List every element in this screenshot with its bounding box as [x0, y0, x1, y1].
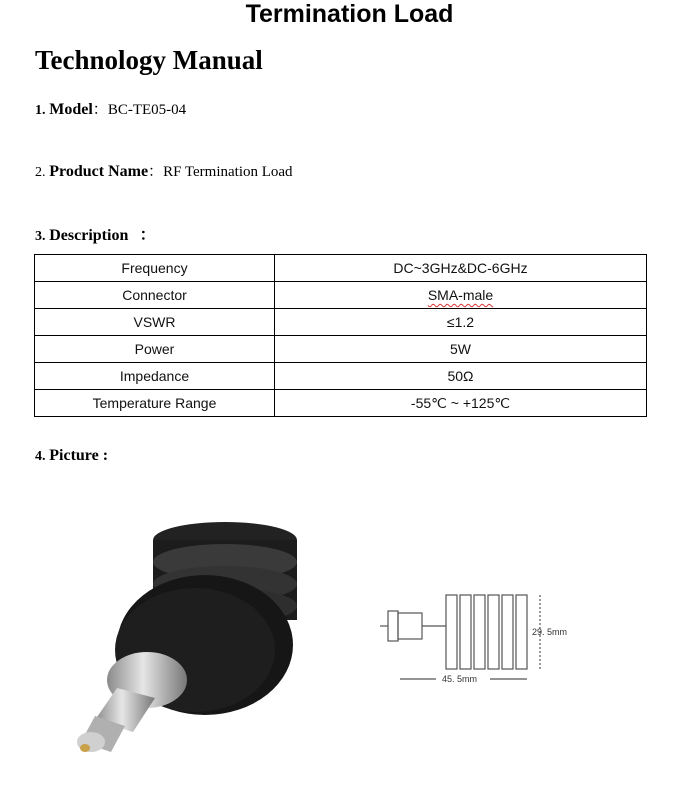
- section-picture: [35, 447, 108, 465]
- spec-param: VSWR: [35, 309, 275, 336]
- drawing-outline: [380, 595, 540, 679]
- length-dimension-label: 45. 5mm: [442, 674, 478, 684]
- separator: ：: [139, 227, 156, 244]
- section-model: [35, 98, 186, 119]
- section-label: Model: [49, 101, 93, 118]
- table-row: [35, 309, 647, 336]
- spec-value: DC~3GHz&DC-6GHz: [275, 255, 647, 282]
- table-row: [35, 336, 647, 363]
- table-row: [35, 390, 647, 417]
- section-number: 4.: [35, 449, 46, 464]
- table-row: [35, 282, 647, 309]
- spec-value: -55℃ ~ +125℃: [275, 390, 647, 417]
- section-label: Picture :: [49, 447, 109, 464]
- height-dimension-label: 29. 5mm: [532, 627, 568, 637]
- section-label: Product Name: [49, 163, 149, 180]
- spec-value-text: SMA-male: [427, 287, 494, 303]
- spec-param: Frequency: [35, 255, 275, 282]
- product-photo: [55, 520, 305, 788]
- spec-param: Impedance: [35, 363, 275, 390]
- table-row: [35, 255, 647, 282]
- table-row: [35, 363, 647, 390]
- spec-param: Connector: [35, 282, 275, 309]
- spec-value: 5W: [275, 336, 647, 363]
- model-value: BC-TE05-04: [107, 102, 187, 118]
- spec-value: ≤1.2: [275, 309, 647, 336]
- separator: ：: [148, 164, 164, 180]
- manual-title: Technology Manual: [35, 45, 263, 75]
- document-title: Termination Load: [245, 0, 454, 28]
- product-name-value: RF Termination Load: [163, 164, 293, 180]
- section-label: Description: [49, 227, 129, 244]
- section-product-name: [35, 160, 293, 181]
- spec-table: [34, 254, 647, 417]
- connector: [77, 652, 187, 752]
- section-number: 1.: [35, 103, 46, 118]
- section-number: 2.: [35, 165, 46, 180]
- spec-param: Temperature Range: [35, 390, 275, 417]
- section-number: 3.: [35, 229, 46, 244]
- spec-value: 50Ω: [275, 363, 647, 390]
- section-description: [35, 222, 156, 245]
- spec-value: [275, 282, 647, 309]
- spec-param: Power: [35, 336, 275, 363]
- separator: ：: [92, 102, 108, 118]
- dimension-drawing: [380, 585, 580, 690]
